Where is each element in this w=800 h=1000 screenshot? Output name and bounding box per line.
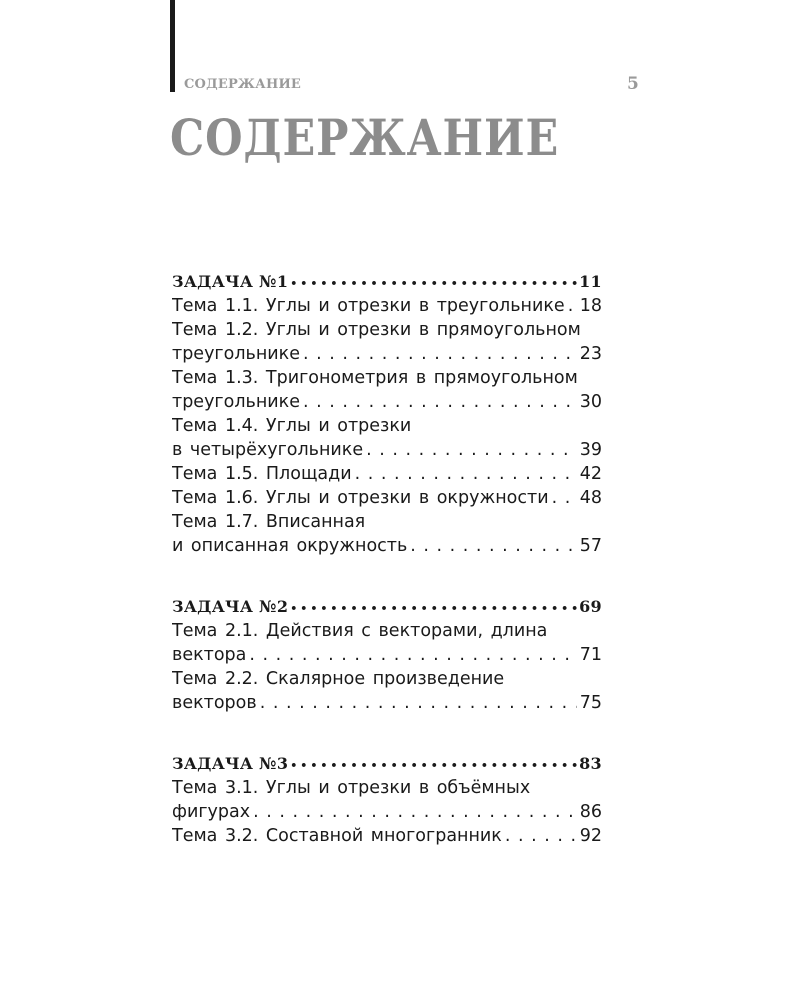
toc-page-number: 48 xyxy=(579,488,602,508)
toc-section-title: ЗАДАЧА №3 xyxy=(172,754,289,773)
dot-leader xyxy=(366,438,577,462)
dot-leader xyxy=(505,824,577,848)
toc-section-heading[interactable] xyxy=(172,270,602,294)
toc-entry[interactable] xyxy=(172,691,602,715)
dot-leader xyxy=(303,390,577,414)
toc-entry-text: Тема 1.4. Углы и отрезки xyxy=(172,416,412,436)
toc-entry-text: фигурах xyxy=(172,802,251,822)
toc-entry-text: треугольнике xyxy=(172,344,300,364)
toc-page-number: 69 xyxy=(579,597,602,616)
toc-page-number: 39 xyxy=(579,440,602,460)
toc-entry-text: Тема 1.3. Тригонометрия в прямоугольном xyxy=(172,368,578,388)
toc-page-number: 42 xyxy=(579,464,602,484)
toc-entry-text: Тема 3.1. Углы и отрезки в объёмных xyxy=(172,778,531,798)
dot-leader xyxy=(290,270,577,294)
dot-leader xyxy=(249,643,576,667)
toc-entry-line[interactable] xyxy=(172,776,602,800)
dot-leader xyxy=(290,752,577,776)
toc-entry-text: треугольнике xyxy=(172,392,300,412)
toc-section-2 xyxy=(172,595,602,715)
toc-page-number: 57 xyxy=(579,536,602,556)
toc-entry[interactable] xyxy=(172,462,602,486)
page-title: СОДЕРЖАНИЕ xyxy=(170,108,560,167)
toc-page-number: 83 xyxy=(579,754,602,773)
toc-entry-line[interactable] xyxy=(172,619,602,643)
toc-entry-text: векторов xyxy=(172,693,257,713)
toc-entry-text: Тема 2.1. Действия с векторами, длина xyxy=(172,621,548,641)
page-number: 5 xyxy=(627,74,639,94)
toc-entry[interactable] xyxy=(172,534,602,558)
toc-entry-line[interactable] xyxy=(172,667,602,691)
running-head: СОДЕРЖАНИЕ xyxy=(184,77,302,92)
toc-section-title: ЗАДАЧА №1 xyxy=(172,272,289,291)
toc-entry-text: Тема 1.6. Углы и отрезки в окружности xyxy=(172,488,549,508)
toc-page-number: 11 xyxy=(579,272,602,291)
dot-leader xyxy=(568,294,577,318)
dot-leader xyxy=(552,486,577,510)
toc-page-number: 92 xyxy=(579,826,602,846)
toc-entry-text: Тема 1.1. Углы и отрезки в треугольнике xyxy=(172,296,565,316)
toc-page-number: 18 xyxy=(579,296,602,316)
toc-section-1 xyxy=(172,270,602,558)
toc-entry[interactable] xyxy=(172,824,602,848)
toc-entry[interactable] xyxy=(172,342,602,366)
toc-entry[interactable] xyxy=(172,294,602,318)
toc-section-title: ЗАДАЧА №2 xyxy=(172,597,289,616)
toc-entry-line[interactable] xyxy=(172,414,602,438)
dot-leader xyxy=(253,800,577,824)
toc-entry[interactable] xyxy=(172,486,602,510)
toc-entry-text: в четырёхугольнике xyxy=(172,440,364,460)
dot-leader xyxy=(303,342,577,366)
dot-leader xyxy=(260,691,577,715)
toc-entry-text: Тема 3.2. Составной многогранник xyxy=(172,826,502,846)
toc-section-3 xyxy=(172,752,602,848)
toc-page-number: 23 xyxy=(579,344,602,364)
toc-section-heading[interactable] xyxy=(172,595,602,619)
toc-page-number: 75 xyxy=(579,693,602,713)
toc-entry[interactable] xyxy=(172,438,602,462)
toc-entry-line[interactable] xyxy=(172,366,602,390)
toc-entry-text: и описанная окружность xyxy=(172,536,408,556)
toc-page-number: 71 xyxy=(579,645,602,665)
toc-section-heading[interactable] xyxy=(172,752,602,776)
toc-entry-text: Тема 1.2. Углы и отрезки в прямоугольном xyxy=(172,320,581,340)
toc-entry-text: вектора xyxy=(172,645,247,665)
toc-entry-text: Тема 2.2. Скалярное произведение xyxy=(172,669,505,689)
toc-page-number: 86 xyxy=(579,802,602,822)
toc-entry-text: Тема 1.5. Площади xyxy=(172,464,352,484)
toc-entry[interactable] xyxy=(172,390,602,414)
toc-entry-line[interactable] xyxy=(172,510,602,534)
toc-entry[interactable] xyxy=(172,643,602,667)
dot-leader xyxy=(410,534,576,558)
dot-leader xyxy=(355,462,577,486)
toc-entry-line[interactable] xyxy=(172,318,602,342)
edge-bar xyxy=(170,0,175,92)
table-of-contents xyxy=(172,270,602,885)
dot-leader xyxy=(290,595,577,619)
toc-entry-text: Тема 1.7. Вписанная xyxy=(172,512,366,532)
toc-entry[interactable] xyxy=(172,800,602,824)
toc-page-number: 30 xyxy=(579,392,602,412)
